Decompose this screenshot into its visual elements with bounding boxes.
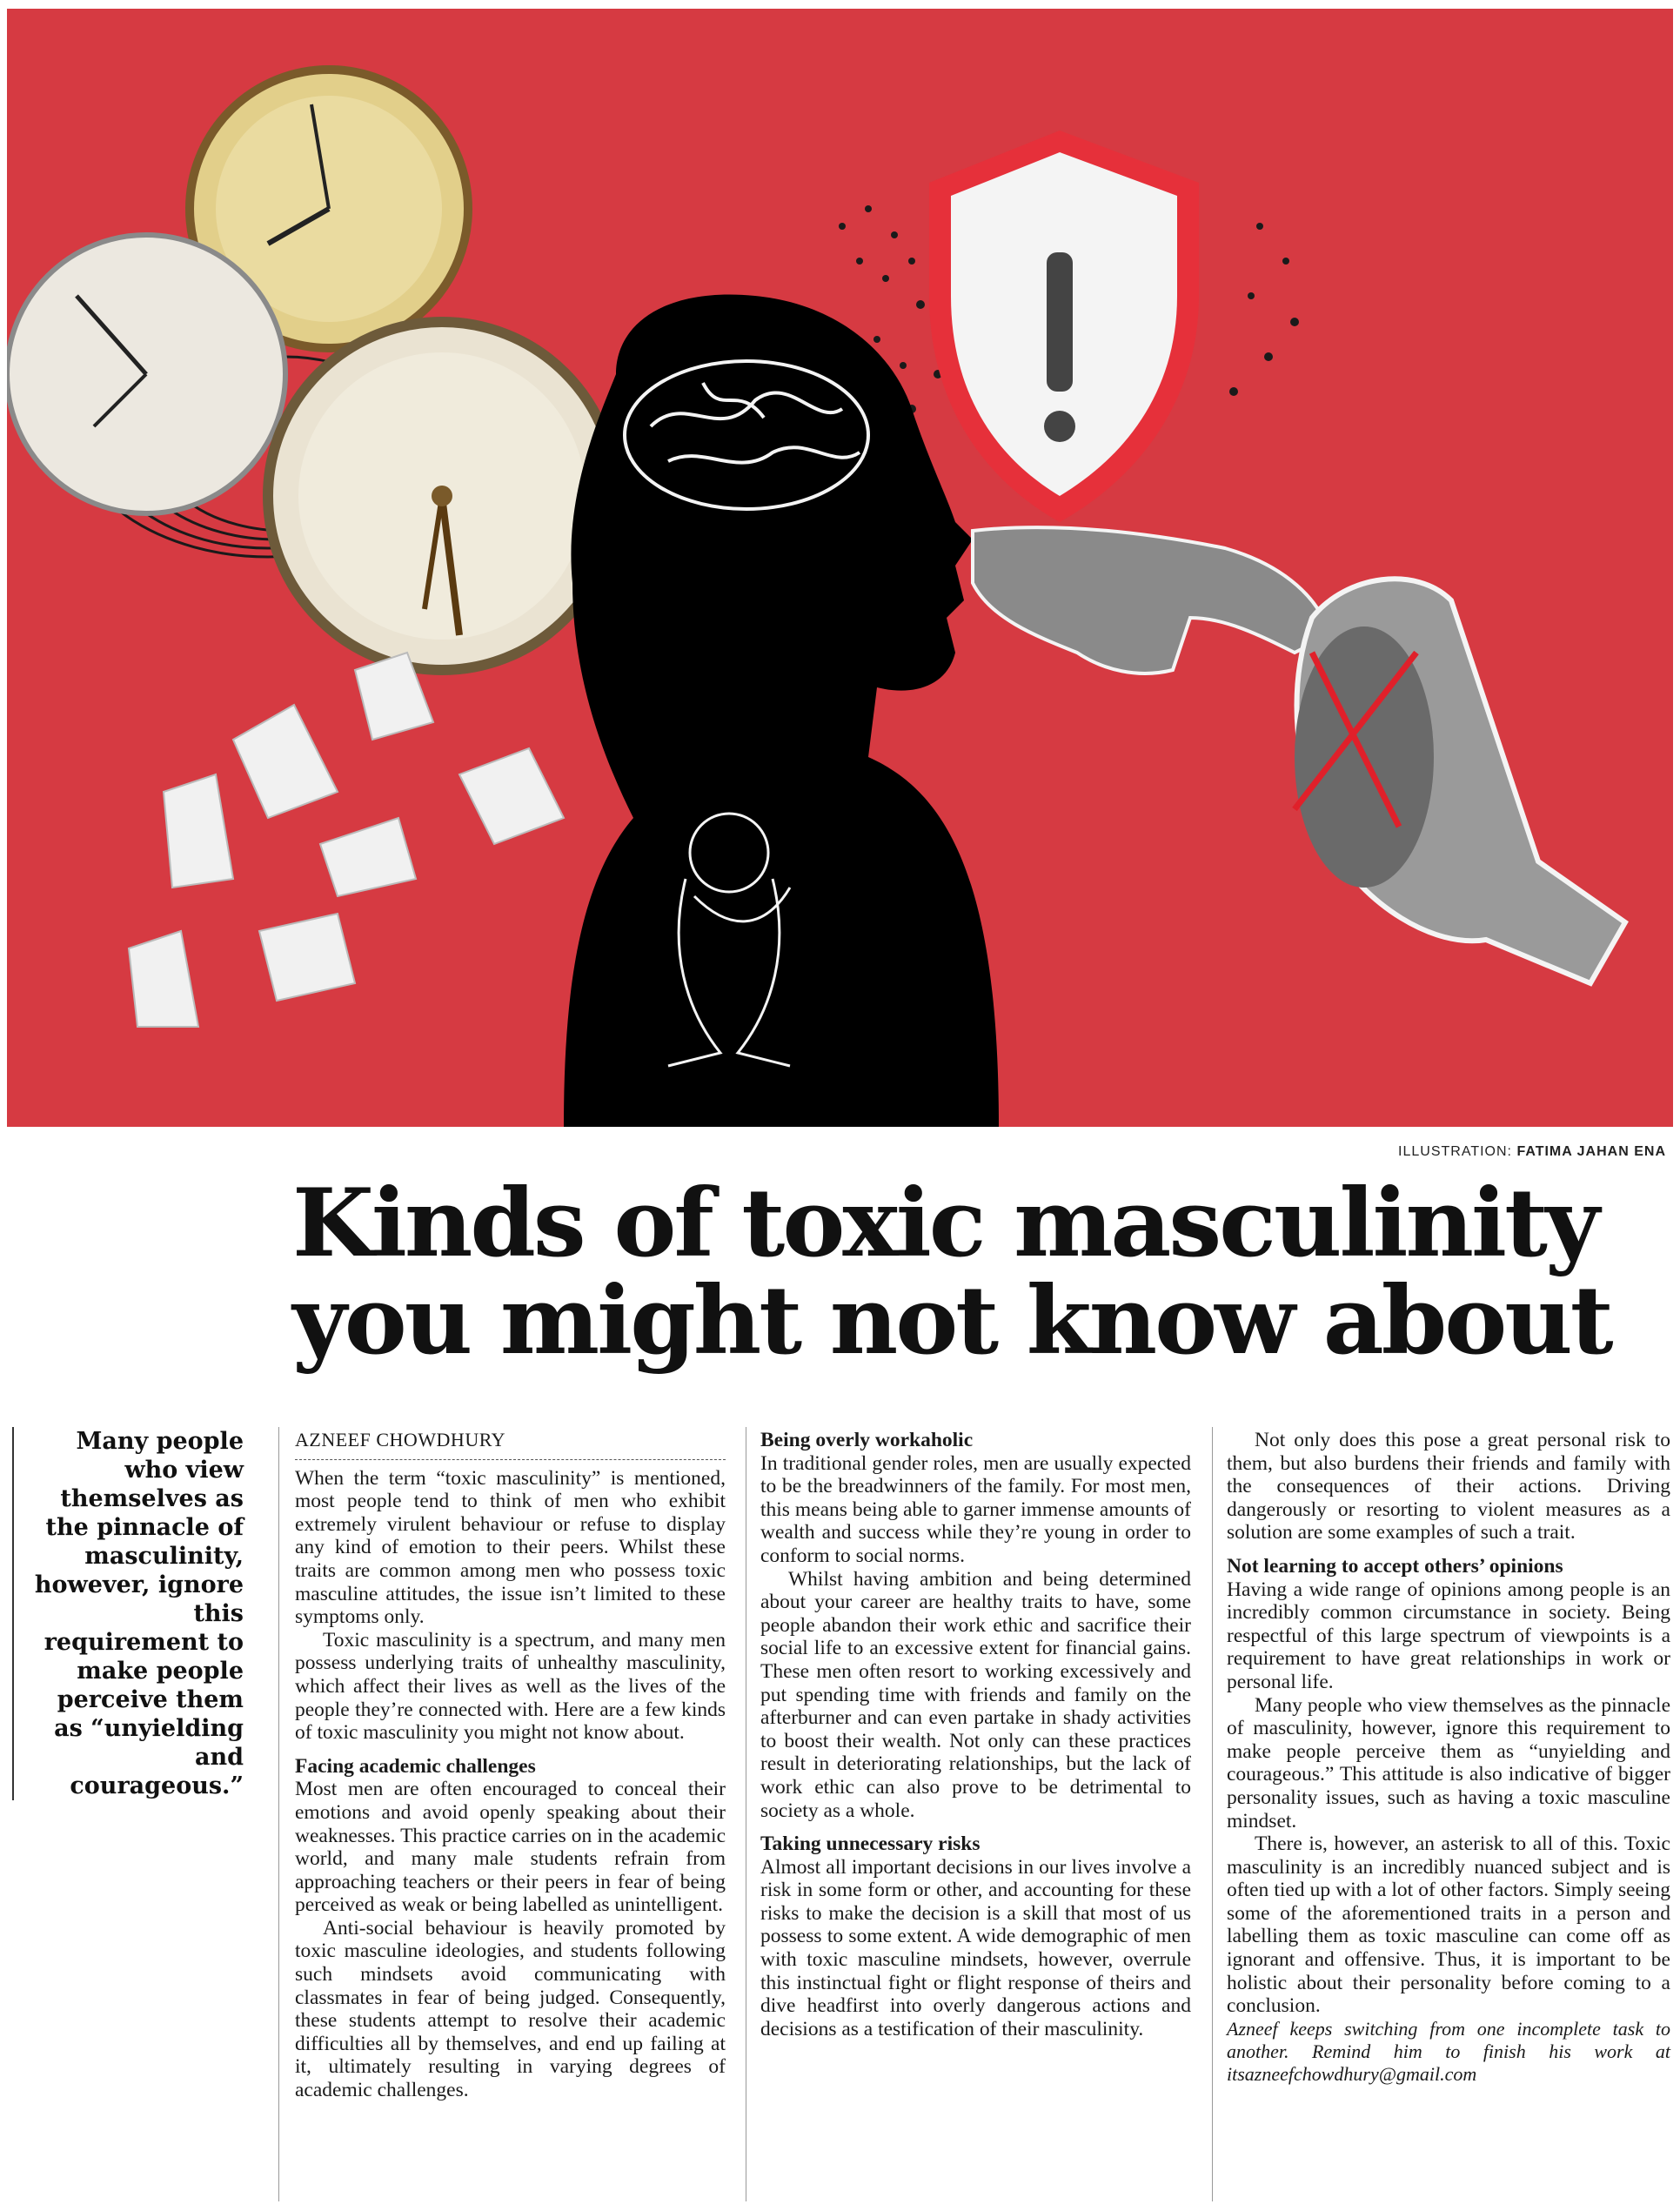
section-heading: Being overly workaholic <box>760 1429 974 1451</box>
paragraph: When the term “toxic masculinity” is mentioned, most people tend to think of men who exhibit extremely virulent behaviour or refuse to display any kind of emotion to their peers. Whilst these traits are common among men who possess toxic masculine attitudes, the issue isn’t limited to these symptoms only. <box>295 1466 726 1629</box>
credit-label: ILLUSTRATION: <box>1398 1144 1512 1159</box>
paragraph: Anti-social behaviour is heavily promoted by toxic masculine ideologies, and students following such mindsets avoid communicating with classmates in fear of being judged. Consequently, these students attempt to resolve their academic difficulties all by themselves, and end up failing at it, ultimately resulting in varying degrees of academic challenges. <box>295 1916 726 2102</box>
pull-quote-text: Many people who view themselves as the pinnacle of masculinity, however, ignore this requirement to make people perceive them as “unyielding and courageous.” <box>34 1428 244 1799</box>
hero-illustration <box>7 9 1673 1127</box>
headline-line-1: Kinds of toxic masculinity <box>292 1169 1597 1278</box>
paragraph: Almost all important decisions in our lives involve a risk in some form or other, and accounting for these risks to make the decision is a skill that most of us possess to some extent. A wide demographic of men with toxic masculine mindsets, however, overrule this instinctual fight or flight response of theirs and dive headfirst into overly dangerous actions and decisions as a testification of their masculinity. <box>760 1855 1191 2040</box>
paragraph: In traditional gender roles, men are usually expected to be the breadwinners of the family. For most men, this means being able to garner immense amounts of wealth and success while they’re young in order to conform to social norms. <box>760 1451 1191 1567</box>
illustration-artwork <box>7 9 1673 1127</box>
section-heading: Facing academic challenges <box>295 1754 536 1778</box>
clock-icon <box>268 322 616 670</box>
column-divider <box>278 1427 279 2201</box>
credit-name: FATIMA JAHAN ENA <box>1516 1144 1666 1159</box>
byline: AZNEEF CHOWDHURY <box>295 1429 726 1460</box>
section-heading: Taking unnecessary risks <box>760 1832 981 1856</box>
paragraph: Not only does this pose a great personal risk to them, but also burdens their friends and family with the consequences of their actions. Driving dangerously or resorting to violent measures as a solution are some examples of such a trait. <box>1227 1429 1670 1544</box>
section-heading: Not learning to accept others’ opinions <box>1227 1554 1563 1578</box>
paragraph: Most men are often encouraged to conceal their emotions and avoid openly speaking about their weaknesses. This practice carries on in the academic world, and many male students refrain from approaching teachers or their peers in fear of being perceived as weak or being labelled as unintelligent. <box>295 1778 726 1917</box>
author-bio: Azneef keeps switching from one incomplete task to another. Remind him to finish his work at itsazneefchowdhury@gmail.com <box>1227 2017 1670 2085</box>
article-column-2 <box>760 1429 1191 2040</box>
paragraph: Toxic masculinity is a spectrum, and many men possess underlying traits of unhealthy masculinity, which affect their lives as well as the lives of the people they’re connected with. Here are a few kinds of toxic masculinity you might not know about. <box>295 1628 726 1745</box>
column-divider <box>1212 1427 1213 2201</box>
illustration-credit <box>1398 1144 1666 1160</box>
clock-icon <box>7 235 285 513</box>
headline-line-2: you might not know about <box>292 1266 1611 1376</box>
article-column-3 <box>1227 1429 1670 2086</box>
article-column-1 <box>295 1429 726 2102</box>
paragraph: Having a wide range of opinions among people is an incredibly common circumstance in society. Being respectful of this large spectrum of viewpoints is a requirement to have great relationships in work or personal life. <box>1227 1578 1670 1693</box>
paragraph: There is, however, an asterisk to all of this. Toxic masculinity is an incredibly nuanced subject and is often tied up with a lot of other factors. Simply seeing some of the aforementioned traits in a person and labelling them as toxic masculine can come off as ignorant and offensive. Thus, it is important to be holistic about their personality before coming to a conclusion. <box>1227 1832 1670 2018</box>
paragraph: Whilst having ambition and being determined about your career are healthy traits to have, some people abandon their work ethic and sacrifice their social life to an excessive extent for financial gains. These men often resort to working excessively and put spending time with friends and family on the afterburner and can even partake in shady activities to boost their wealth. Not only can these practices result in deteriorating relationships, but the lack of work ethic can also prove to be detrimental to society as a whole. <box>760 1567 1191 1822</box>
pull-quote <box>12 1427 244 1800</box>
paragraph: Many people who view themselves as the pinnacle of masculinity, however, ignore this requirement to make people perceive them as “unyielding and courageous.” This attitude is also indicative of bigger personality issues, such as having a toxic masculine mindset. <box>1227 1693 1670 1832</box>
headline <box>292 1169 1667 1376</box>
